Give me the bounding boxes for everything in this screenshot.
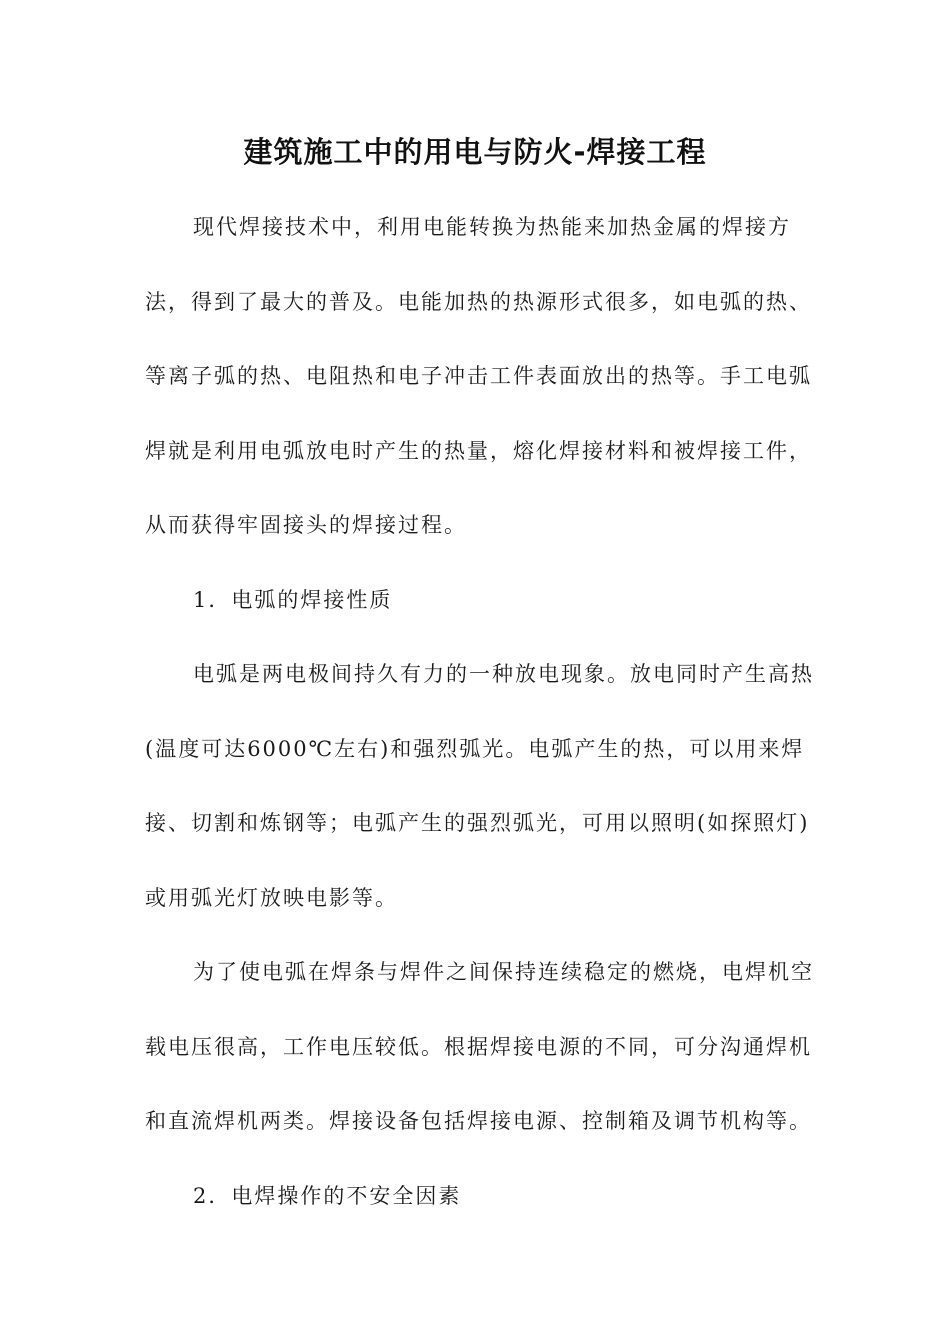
paragraph-welding-equipment: 为了使电弧在焊条与焊件之间保持连续稳定的燃烧，电焊机空载电压很高，工作电压较低。根据焊接电源的不同，可分沟通焊机和直流焊机两类。焊接设备包括焊接电源、控制箱及调节机构等。 xyxy=(145,960,814,1133)
page-title: 建筑施工中的用电与防火-焊接工程 xyxy=(243,135,707,169)
section-heading-arc-properties: 1．电弧的焊接性质 xyxy=(193,587,393,612)
section-heading-unsafe-factors: 2．电焊操作的不安全因素 xyxy=(193,1183,462,1208)
paragraph-intro: 现代焊接技术中，利用电能转换为热能来加热金属的焊接方法，得到了最大的普及。电能加热的热源形式很多，如电弧的热、等离子弧的热、电阻热和电子冲击工件表面放出的热等。手工电弧焊就是利用电弧放电时产生的热量，熔化焊接材料和被焊接工件，从而获得牢固接头的焊接过程。 xyxy=(145,215,812,537)
paragraph-arc-description: 电弧是两电极间持久有力的一种放电现象。放电同时产生高热(温度可达6000℃左右)和强烈弧光。电弧产生的热，可以用来焊接、切割和炼钢等；电弧产生的强烈弧光，可用以照明(如探照灯)或用弧光灯放映电影等。 xyxy=(145,662,814,910)
document-body xyxy=(145,190,825,1233)
